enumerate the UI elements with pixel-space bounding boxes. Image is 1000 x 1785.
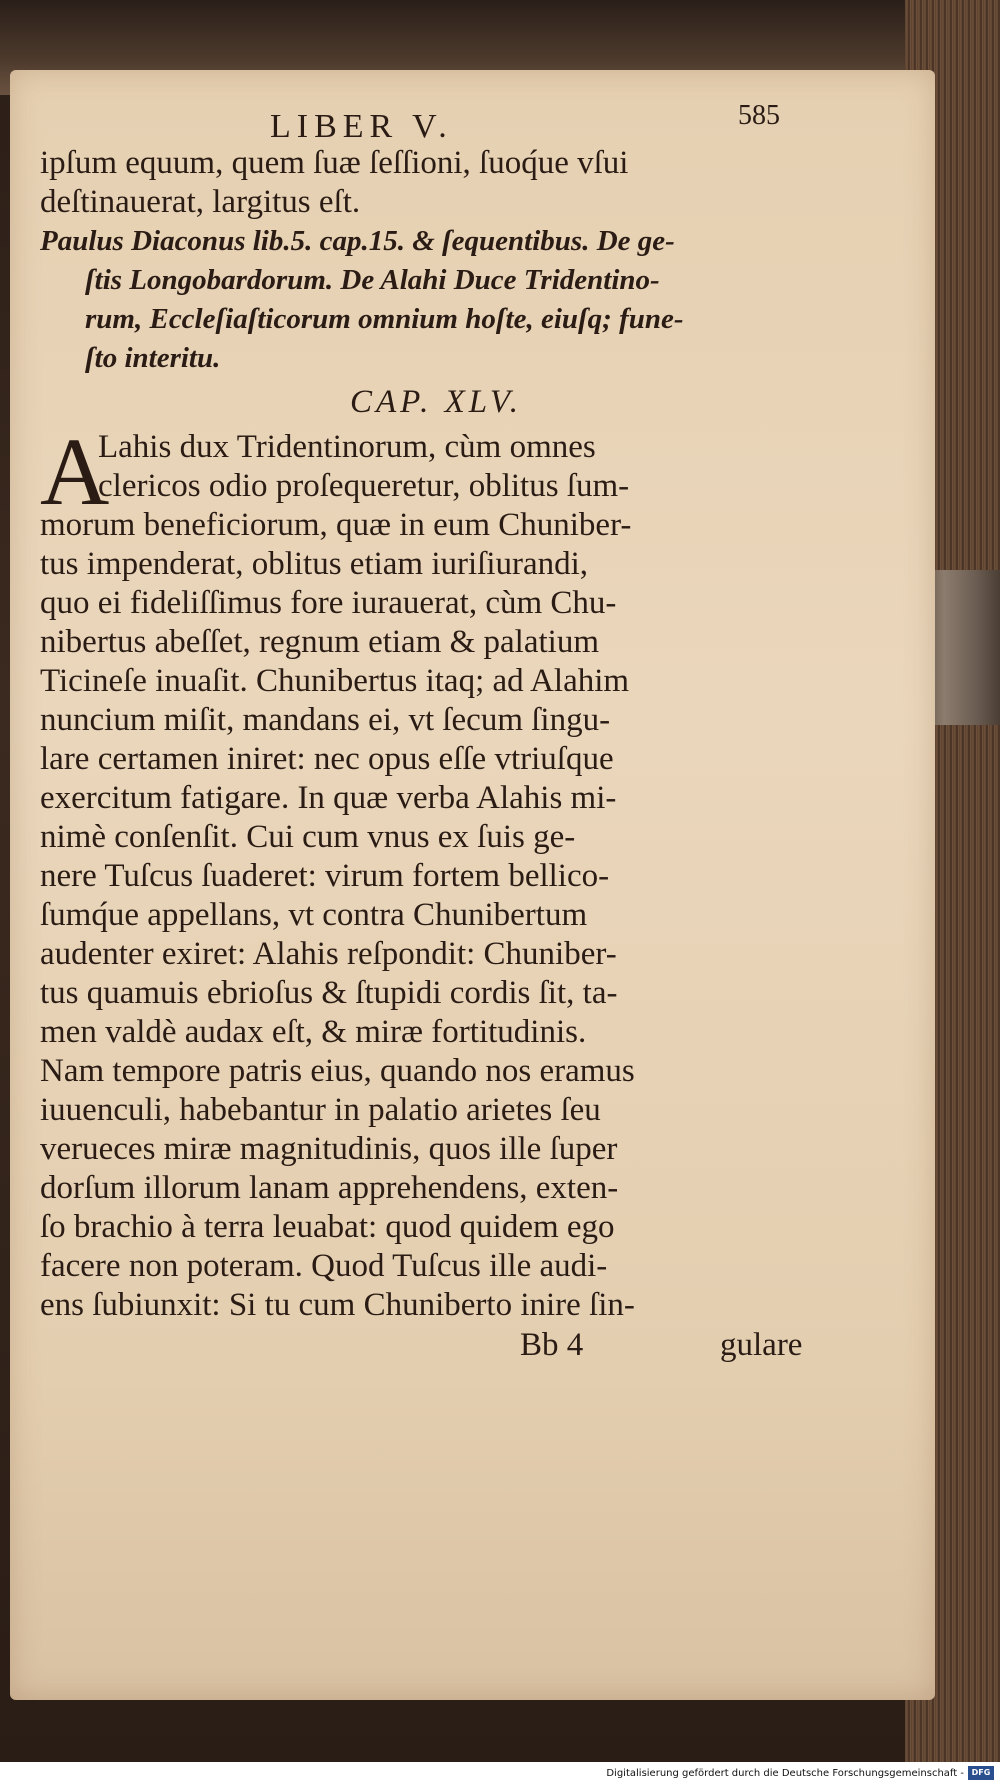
summary-line: rum, Eccleſiaſticorum omnium hoſte, eiuſq; fune- bbox=[85, 303, 684, 335]
drop-cap: A bbox=[40, 418, 110, 525]
text-line: ſumq́ue appellans, vt contra Chunibertum bbox=[40, 897, 588, 933]
text-line: Lahis dux Tridentinorum, cùm omnes bbox=[98, 429, 596, 465]
text-line: Ticineſe inuaſit. Chunibertus itaq; ad Alahim bbox=[40, 663, 630, 699]
text-line: men valdè audax eſt, & miræ fortitudinis. bbox=[40, 1014, 587, 1050]
summary-line: ſto interitu. bbox=[85, 342, 221, 374]
dfg-logo: DFG bbox=[968, 1766, 994, 1780]
text-line: tus impenderat, oblitus etiam iuriſiurandi, bbox=[40, 546, 589, 582]
catchword: gulare bbox=[720, 1327, 803, 1363]
page-header bbox=[40, 100, 820, 144]
text-line: ens ſubiunxit: Si tu cum Chuniberto inire ſin- bbox=[40, 1287, 635, 1323]
text-line: nuncium miſit, mandans ei, vt ſecum ſingu- bbox=[40, 702, 611, 738]
signature-mark: Bb 4 bbox=[520, 1327, 584, 1363]
summary-line: ſtis Longobardorum. De Alahi Duce Tridentino- bbox=[85, 264, 660, 296]
running-head: LIBER V. bbox=[270, 108, 453, 145]
text-line: Nam tempore patris eius, quando nos eramus bbox=[40, 1053, 635, 1089]
text-line: iuuenculi, habebantur in palatio arietes ſeu bbox=[40, 1092, 601, 1128]
text-line: verueces miræ magnitudinis, quos ille ſuper bbox=[40, 1131, 618, 1167]
text-line: ipſum equum, quem ſuæ ſeſſioni, ſuoq́ue vſui bbox=[40, 145, 629, 181]
text-line: nimè conſenſit. Cui cum vnus ex ſuis ge- bbox=[40, 819, 576, 855]
page-number: 585 bbox=[738, 100, 780, 131]
text-line: nibertus abeſſet, regnum etiam & palatium bbox=[40, 624, 600, 660]
text-line: quo ei fideliſſimus fore iurauerat, cùm Chu- bbox=[40, 585, 617, 621]
chapter-heading: CAP. XLV. bbox=[350, 384, 523, 420]
book-page bbox=[10, 70, 935, 1700]
text-line: lare certamen iniret: nec opus eſſe vtriuſque bbox=[40, 741, 614, 777]
text-line: morum beneficiorum, quæ in eum Chuniber- bbox=[40, 507, 632, 543]
text-line: dorſum illorum lanam apprehendens, exten- bbox=[40, 1170, 619, 1206]
text-line: tus quamuis ebrioſus & ſtupidi cordis ſit, ta- bbox=[40, 975, 618, 1011]
text-line: deſtinauerat, largitus eſt. bbox=[40, 184, 361, 220]
digitization-credit bbox=[0, 1762, 1000, 1785]
page-text bbox=[40, 100, 820, 1371]
text-line: clericos odio proſequeretur, oblitus ſum- bbox=[98, 468, 630, 504]
text-line: audenter exiret: Alahis reſpondit: Chuniber- bbox=[40, 936, 617, 972]
credit-text: Digitalisierung gefördert durch die Deutsche Forschungsgemeinschaft - bbox=[606, 1768, 964, 1779]
text-line: facere non poteram. Quod Tuſcus ille audi- bbox=[40, 1248, 608, 1284]
text-line: exercitum fatigare. In quæ verba Alahis mi- bbox=[40, 780, 617, 816]
chapter-paragraph bbox=[40, 418, 820, 1325]
text-line: ſo brachio à terra leuabat: quod quidem ego bbox=[40, 1209, 615, 1245]
summary-line: Paulus Diaconus lib.5. cap.15. & ſequentibus. De ge- bbox=[40, 225, 675, 257]
page-footer bbox=[40, 1327, 820, 1371]
text-line: nere Tuſcus ſuaderet: virum fortem bellico- bbox=[40, 858, 610, 894]
